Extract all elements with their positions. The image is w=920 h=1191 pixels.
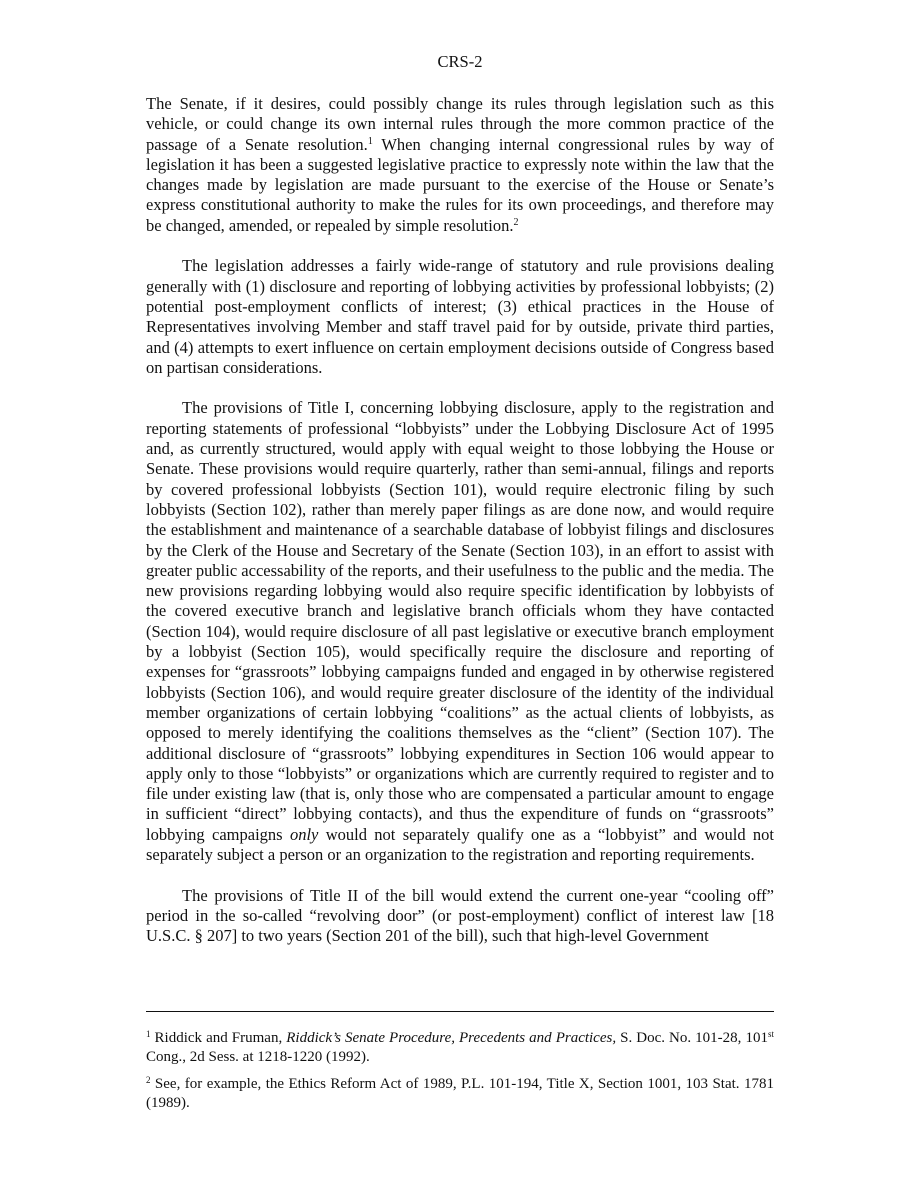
footnote-separator — [146, 1011, 774, 1012]
paragraph-2 — [146, 256, 774, 378]
footnotes — [146, 1029, 774, 1121]
footnote-number: 2 — [146, 1075, 151, 1085]
page-header: CRS-2 — [437, 52, 483, 71]
text-run: See, for example, the Ethics Reform Act of 1989, P.L. 101-194, Title X, Section 1001, 103 Stat. 1781 (1989). — [146, 1076, 774, 1111]
text-run: Cong., 2d Sess. at 1218-1220 (1992). — [146, 1049, 370, 1065]
ordinal-suffix: st — [767, 1029, 774, 1039]
emphasis-only: only — [289, 824, 319, 844]
text-run: S. Doc. No. 101-28, 101 — [616, 1030, 768, 1046]
text-run: would not separately qualify one as a “lobbyist” and would not separately subject a person or an organization to the registration and reporting requirements. — [146, 824, 774, 864]
footnote-1 — [146, 1029, 774, 1067]
footnote-ref-2: 2 — [513, 216, 519, 228]
document-page — [146, 52, 774, 1111]
footnote-ref-1: 1 — [367, 135, 373, 147]
footnote-2 — [146, 1075, 774, 1113]
footnote-number: 1 — [146, 1029, 151, 1039]
text-run: The legislation addresses a fairly wide-range of statutory and rule provisions dealing generally with (1) disclosure and reporting of lobbying activities by professional lobbyists; (2) potential post-employment conflicts of interest; (3) ethical practices in the House of Representatives involving Member and staff travel paid for by outside, private third parties, and (4) attempts to exert influence on certain employment decisions outside of Congress based on partisan considerations. — [146, 256, 774, 377]
text-run: Riddick and Fruman, — [150, 1030, 287, 1046]
paragraph-4 — [146, 886, 774, 947]
book-title: Riddick’s Senate Procedure, Precedents and Practices, — [286, 1030, 617, 1046]
text-run: The provisions of Title II of the bill would extend the current one-year “cooling off” period in the so-called “revolving door” (or post-employment) conflict of interest law [18 U.S.C. § 207] to two years (Section 201 of the bill), such that high-level Government — [146, 885, 774, 946]
text-run: The provisions of Title I, concerning lobbying disclosure, apply to the registration and reporting statements of professional “lobbyists” under the Lobbying Disclosure Act of 1995 and, as currently structured, would apply with equal weight to those lobbying the House or Senate. These provisions would require quarterly, rather than semi-annual, filings and reports by covered professional lobbyists (Section 101), would require electronic filing by such lobbyists (Section 102), rather than merely paper filings as are done now, and would require the establishment and maintenance of a searchable database of lobbyist filings and disclosures by the Clerk of the House and Secretary of the Senate (Section 103), in an effort to assist with greater public accessability of the reports, and their usefulness to the public and the media. The new provisions regarding lobbying would also require specific identification by lobbyists of the covered executive branch and legislative branch officials whom they have contacted (Section 104), would require disclosure of all past legislative or executive branch employment by a lobbyist (Section 105), would specifically require the disclosure and reporting of expenses for “grassroots” lobbying campaigns funded and engaged in by otherwise registered lobbyists (Section 106), and would require greater disclosure of the identity of the individual member organizations of certain lobbying “coalitions” as the actual clients of lobbyists, as opposed to merely identifying the coalitions themselves as the “client” (Section 107). The additional disclosure of “grassroots” lobbying expenditures in Section 106 would appear to apply only to those “lobbyists” or organizations which are currently required to register and to file under existing law (that is, only those who are compensated a particular amount to engage in sufficient “direct” lobbying contacts), and thus the expenditure of funds on “grassroots” lobbying campaigns — [146, 398, 774, 844]
paragraph-3 — [146, 398, 774, 865]
text-run: When changing internal congressional rules by way of legislation it has been a suggested legislative practice to expressly note within the law that the changes made by legislation are made pursuant to the exercise of the House or Senate’s express constitutional authority to make the rules for its own proceedings, and therefore may be changed, amended, or repealed by simple resolution. — [146, 134, 774, 235]
text-run: The Senate, if it desires, could possibly change its rules through legislation such as this vehicle, or could change its own internal rules through the more common practice of the passage of a Senate resolution. — [146, 94, 774, 154]
paragraph-1 — [146, 94, 774, 236]
